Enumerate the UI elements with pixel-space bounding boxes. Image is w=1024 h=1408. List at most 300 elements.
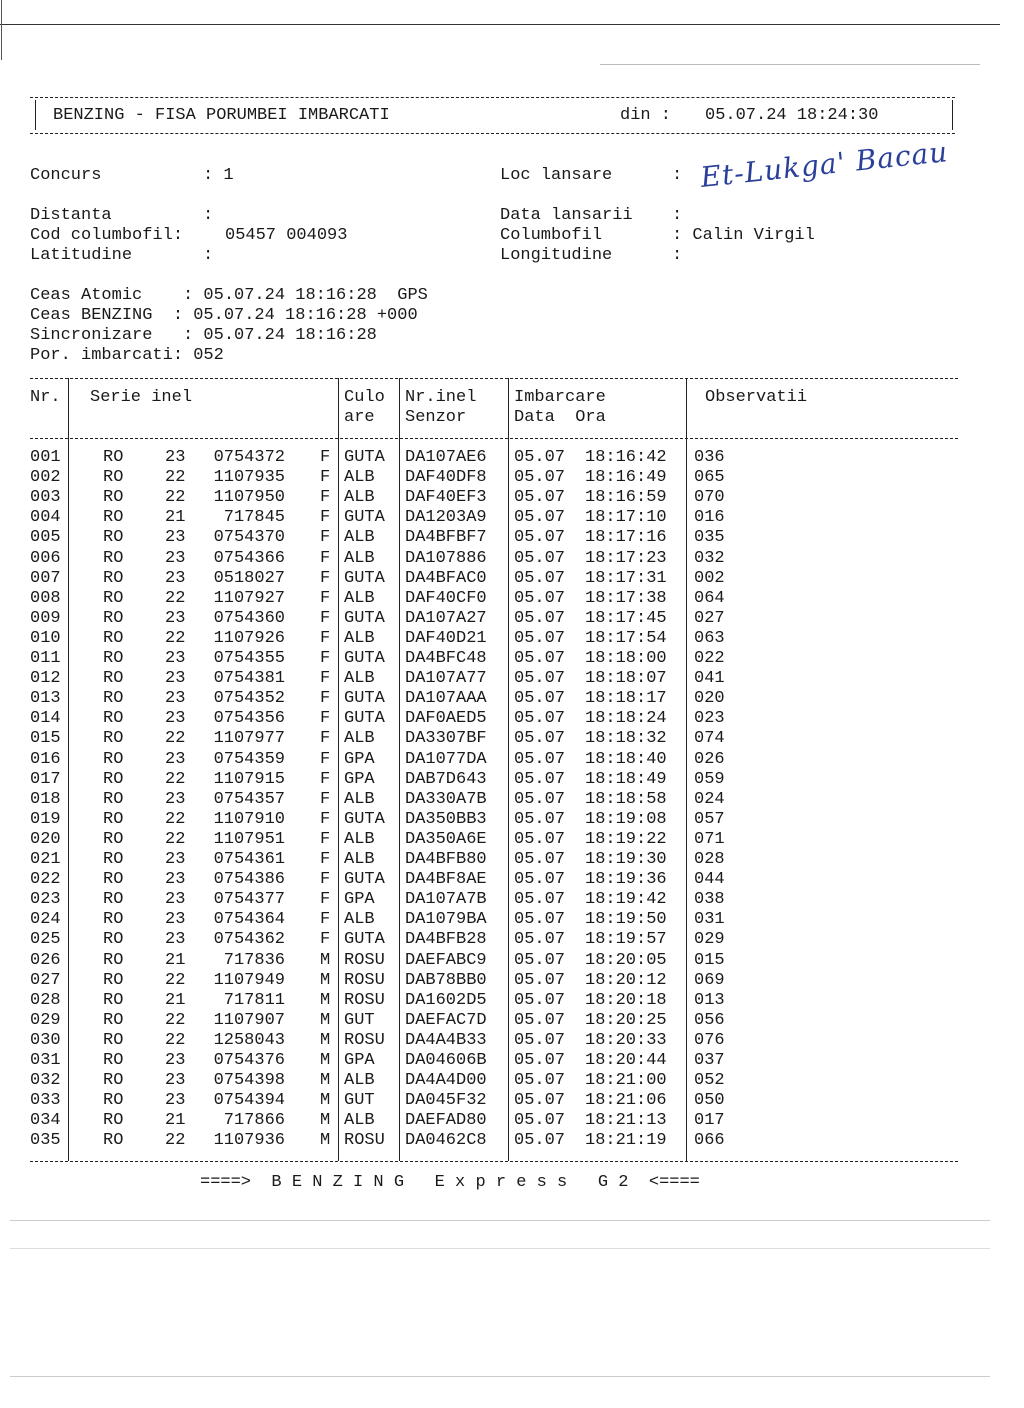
- cell-ring: 0754364: [213, 910, 285, 930]
- cell-sex: F: [320, 608, 331, 628]
- cell-obs: 056: [694, 1010, 725, 1030]
- cell-sex: F: [320, 870, 331, 890]
- cell-year: 23: [165, 608, 186, 628]
- cell-nr: 022: [30, 870, 61, 890]
- cell-time: 18:19:22: [585, 829, 667, 849]
- cell-time: 18:19:57: [585, 930, 667, 950]
- cell-sex: F: [320, 910, 331, 930]
- cell-obs: 070: [694, 488, 725, 508]
- table-row: [0, 649, 960, 669]
- cell-color: ALB: [344, 1071, 375, 1091]
- cell-color: GUT: [344, 1091, 375, 1111]
- ceas-benzing: Ceas BENZING : 05.07.24 18:16:28 +000: [30, 306, 418, 325]
- cell-country: RO: [103, 950, 124, 970]
- distanta-value: :: [203, 206, 214, 225]
- cell-nr: 004: [30, 508, 61, 528]
- cell-date: 05.07: [514, 608, 566, 628]
- cell-country: RO: [103, 970, 124, 990]
- cell-date: 05.07: [514, 1010, 566, 1030]
- cell-year: 23: [165, 930, 186, 950]
- columbofil-value: : Calin Virgil: [672, 226, 815, 245]
- cell-sex: F: [320, 729, 331, 749]
- cell-country: RO: [103, 870, 124, 890]
- cell-sex: M: [320, 1030, 331, 1050]
- cell-time: 18:19:30: [585, 850, 667, 869]
- cell-time: 18:19:50: [585, 910, 667, 930]
- cell-obs: 074: [694, 729, 725, 749]
- header-right-bar: [952, 100, 953, 130]
- cell-obs: 032: [694, 548, 725, 568]
- cell-year: 22: [165, 488, 186, 508]
- cell-country: RO: [103, 930, 124, 950]
- cell-sensor: DA350A6E: [405, 829, 487, 849]
- cell-ring: 1107910: [213, 809, 285, 829]
- cell-year: 22: [165, 829, 186, 849]
- loc-lansare-label: Loc lansare: [500, 166, 613, 185]
- header-culoare-1: Culo: [344, 388, 385, 407]
- cell-nr: 012: [30, 669, 61, 689]
- cell-date: 05.07: [514, 468, 566, 488]
- cell-country: RO: [103, 508, 124, 528]
- cell-time: 18:19:36: [585, 870, 667, 890]
- cell-nr: 029: [30, 1010, 61, 1030]
- cell-time: 18:21:19: [585, 1131, 667, 1151]
- cell-date: 05.07: [514, 809, 566, 829]
- cell-color: GUTA: [344, 709, 385, 729]
- cell-color: GPA: [344, 1051, 375, 1070]
- latitudine-value: :: [203, 246, 214, 265]
- cell-time: 18:20:05: [585, 950, 667, 970]
- cell-sensor: DA3307BF: [405, 729, 487, 749]
- table-row: [0, 468, 960, 488]
- cell-sensor: DA1602D5: [405, 990, 487, 1010]
- cell-obs: 026: [694, 749, 725, 769]
- cell-obs: 044: [694, 870, 725, 890]
- cell-obs: 063: [694, 628, 725, 648]
- cell-time: 18:17:10: [585, 508, 667, 528]
- cell-country: RO: [103, 890, 124, 910]
- cell-obs: 036: [694, 448, 725, 467]
- cell-ring: 0518027: [213, 568, 285, 588]
- table-row: [0, 729, 960, 749]
- cell-sex: F: [320, 488, 331, 508]
- cell-country: RO: [103, 990, 124, 1010]
- cell-year: 21: [165, 1111, 186, 1131]
- cell-country: RO: [103, 488, 124, 508]
- cell-sensor: DA107A27: [405, 608, 487, 628]
- cell-time: 18:18:40: [585, 749, 667, 769]
- cell-nr: 013: [30, 689, 61, 709]
- cell-sex: F: [320, 669, 331, 689]
- cell-ring: 1107927: [213, 588, 285, 608]
- cell-sex: F: [320, 890, 331, 910]
- header-imbarcare-1: Imbarcare: [514, 388, 606, 407]
- cell-year: 23: [165, 890, 186, 910]
- table-row: [0, 689, 960, 709]
- cell-color: ROSU: [344, 950, 385, 970]
- cell-obs: 016: [694, 508, 725, 528]
- cell-time: 18:20:25: [585, 1010, 667, 1030]
- cell-color: ALB: [344, 528, 375, 548]
- cell-country: RO: [103, 1131, 124, 1151]
- scan-artifact: [600, 64, 980, 65]
- table-row: [0, 488, 960, 508]
- cell-ring: 0754360: [213, 608, 285, 628]
- cell-ring: 0754366: [213, 548, 285, 568]
- cell-year: 23: [165, 749, 186, 769]
- table-top-rule: [30, 378, 958, 379]
- por-imbarcati: Por. imbarcati: 052: [30, 346, 224, 365]
- cell-sensor: DA045F32: [405, 1091, 487, 1111]
- cell-time: 18:20:18: [585, 990, 667, 1010]
- cell-country: RO: [103, 1071, 124, 1091]
- table-row: [0, 1031, 960, 1051]
- cell-date: 05.07: [514, 628, 566, 648]
- cell-obs: 028: [694, 850, 725, 869]
- cell-date: 05.07: [514, 729, 566, 749]
- table-row: [0, 448, 960, 468]
- cell-nr: 003: [30, 488, 61, 508]
- cell-time: 18:17:45: [585, 608, 667, 628]
- cell-sensor: DA1079BA: [405, 910, 487, 930]
- table-row: [0, 1111, 960, 1131]
- header-culoare-2: are: [344, 408, 375, 427]
- table-bottom-rule: [30, 1161, 958, 1162]
- table-row: [0, 810, 960, 830]
- cell-sensor: DA107AAA: [405, 689, 487, 709]
- cell-year: 23: [165, 709, 186, 729]
- cell-sensor: DA4A4D00: [405, 1071, 487, 1091]
- cell-country: RO: [103, 709, 124, 729]
- cell-ring: 0754377: [213, 890, 285, 910]
- cell-nr: 024: [30, 910, 61, 930]
- cell-nr: 005: [30, 528, 61, 548]
- cell-country: RO: [103, 689, 124, 709]
- header-imbarcare-2: Data Ora: [514, 408, 606, 427]
- cell-date: 05.07: [514, 829, 566, 849]
- cell-country: RO: [103, 669, 124, 689]
- cell-year: 23: [165, 528, 186, 548]
- cell-year: 22: [165, 769, 186, 789]
- table-row: [0, 549, 960, 569]
- cell-color: ROSU: [344, 1030, 385, 1050]
- cell-date: 05.07: [514, 950, 566, 970]
- cell-year: 22: [165, 588, 186, 608]
- cell-year: 23: [165, 649, 186, 668]
- footer-banner: ====> B E N Z I N G E x p r e s s G 2 <====: [200, 1173, 700, 1192]
- cell-year: 22: [165, 1030, 186, 1050]
- cell-sex: F: [320, 809, 331, 829]
- table-row: [0, 589, 960, 609]
- cell-sensor: DAF40D21: [405, 628, 487, 648]
- cell-time: 18:18:58: [585, 789, 667, 809]
- cell-ring: 717836: [223, 950, 285, 970]
- cell-color: GUTA: [344, 689, 385, 709]
- cell-country: RO: [103, 1091, 124, 1111]
- cell-ring: 0754370: [213, 528, 285, 548]
- cell-year: 23: [165, 689, 186, 709]
- cell-sex: F: [320, 709, 331, 729]
- cell-sex: F: [320, 548, 331, 568]
- longitudine-label: Longitudine: [500, 246, 613, 265]
- table-row: [0, 1011, 960, 1031]
- cell-sex: F: [320, 649, 331, 668]
- cell-date: 05.07: [514, 990, 566, 1010]
- cell-ring: 0754357: [213, 789, 285, 809]
- cell-time: 18:19:42: [585, 890, 667, 910]
- cell-nr: 009: [30, 608, 61, 628]
- cell-ring: 0754372: [213, 448, 285, 467]
- distanta-label: Distanta: [30, 206, 112, 225]
- cell-sex: F: [320, 689, 331, 709]
- cell-nr: 025: [30, 930, 61, 950]
- cell-sex: F: [320, 850, 331, 869]
- cell-year: 23: [165, 850, 186, 869]
- table-row: [0, 930, 960, 950]
- cell-sensor: DA4BF8AE: [405, 870, 487, 890]
- cell-obs: 071: [694, 829, 725, 849]
- cell-date: 05.07: [514, 769, 566, 789]
- cell-time: 18:21:00: [585, 1071, 667, 1091]
- cell-ring: 1258043: [213, 1030, 285, 1050]
- cell-nr: 035: [30, 1131, 61, 1151]
- cell-obs: 059: [694, 769, 725, 789]
- cell-color: GPA: [344, 890, 375, 910]
- cell-sex: F: [320, 588, 331, 608]
- cell-country: RO: [103, 1030, 124, 1050]
- cell-ring: 0754386: [213, 870, 285, 890]
- cell-country: RO: [103, 568, 124, 588]
- page-left-border: [1, 0, 2, 60]
- cell-sex: M: [320, 1091, 331, 1111]
- cell-sensor: DA0462C8: [405, 1131, 487, 1151]
- cell-color: ALB: [344, 829, 375, 849]
- cell-nr: 031: [30, 1051, 61, 1070]
- cell-nr: 030: [30, 1030, 61, 1050]
- cell-obs: 064: [694, 588, 725, 608]
- table-row: [0, 508, 960, 528]
- cell-sex: M: [320, 950, 331, 970]
- cell-ring: 717845: [223, 508, 285, 528]
- cell-date: 05.07: [514, 689, 566, 709]
- cell-obs: 031: [694, 910, 725, 930]
- cell-ring: 0754398: [213, 1071, 285, 1091]
- cell-year: 23: [165, 1091, 186, 1111]
- header-top-rule: [30, 97, 955, 98]
- cell-time: 18:20:33: [585, 1030, 667, 1050]
- cell-ring: 1107949: [213, 970, 285, 990]
- cell-date: 05.07: [514, 508, 566, 528]
- cell-date: 05.07: [514, 890, 566, 910]
- cell-sex: M: [320, 1131, 331, 1151]
- cell-sensor: DAB78BB0: [405, 970, 487, 990]
- cell-sensor: DAEFABC9: [405, 950, 487, 970]
- cell-ring: 717811: [223, 990, 285, 1010]
- cell-sex: M: [320, 990, 331, 1010]
- cell-date: 05.07: [514, 548, 566, 568]
- cell-nr: 032: [30, 1071, 61, 1091]
- cell-year: 22: [165, 809, 186, 829]
- din-label: din :: [620, 106, 672, 125]
- cell-date: 05.07: [514, 528, 566, 548]
- cell-sensor: DAB7D643: [405, 769, 487, 789]
- cell-obs: 057: [694, 809, 725, 829]
- cell-year: 23: [165, 789, 186, 809]
- header-left-bar: [35, 100, 36, 130]
- cell-date: 05.07: [514, 789, 566, 809]
- cell-time: 18:19:08: [585, 809, 667, 829]
- cell-country: RO: [103, 910, 124, 930]
- cell-obs: 015: [694, 950, 725, 970]
- cell-ring: 1107950: [213, 488, 285, 508]
- cell-sensor: DA4BFBF7: [405, 528, 487, 548]
- cell-ring: 0754356: [213, 709, 285, 729]
- cell-time: 18:18:24: [585, 709, 667, 729]
- cell-ring: 0754352: [213, 689, 285, 709]
- cell-date: 05.07: [514, 930, 566, 950]
- cell-nr: 019: [30, 809, 61, 829]
- cell-sex: F: [320, 468, 331, 488]
- cell-color: GUTA: [344, 448, 385, 467]
- cell-color: ALB: [344, 548, 375, 568]
- cell-obs: 052: [694, 1071, 725, 1091]
- cell-sensor: DA4A4B33: [405, 1030, 487, 1050]
- cell-year: 22: [165, 468, 186, 488]
- cell-country: RO: [103, 1051, 124, 1070]
- cell-ring: 1107907: [213, 1010, 285, 1030]
- cell-nr: 018: [30, 789, 61, 809]
- sincronizare: Sincronizare : 05.07.24 18:16:28: [30, 326, 377, 345]
- cell-obs: 076: [694, 1030, 725, 1050]
- cell-year: 23: [165, 910, 186, 930]
- cell-year: 23: [165, 548, 186, 568]
- cell-color: ALB: [344, 1111, 375, 1131]
- scan-artifact: [10, 1248, 990, 1249]
- cell-year: 23: [165, 448, 186, 467]
- data-lansarii-sep: :: [672, 206, 683, 225]
- cell-sensor: DA4BFB80: [405, 850, 487, 869]
- table-row: [0, 528, 960, 548]
- cod-columbofil-label: Cod columbofil:: [30, 226, 184, 245]
- cell-date: 05.07: [514, 749, 566, 769]
- cell-color: ALB: [344, 669, 375, 689]
- cell-country: RO: [103, 829, 124, 849]
- cell-sensor: DA4BFB28: [405, 930, 487, 950]
- cell-date: 05.07: [514, 850, 566, 869]
- cell-nr: 021: [30, 850, 61, 869]
- table-row: [0, 629, 960, 649]
- cell-obs: 017: [694, 1111, 725, 1131]
- cell-year: 21: [165, 990, 186, 1010]
- cell-sex: F: [320, 448, 331, 467]
- cell-year: 23: [165, 568, 186, 588]
- cell-sex: M: [320, 1051, 331, 1070]
- table-row: [0, 770, 960, 790]
- cell-obs: 002: [694, 568, 725, 588]
- cell-sex: F: [320, 749, 331, 769]
- cell-time: 18:16:42: [585, 448, 667, 467]
- cell-time: 18:17:54: [585, 628, 667, 648]
- table-row: [0, 790, 960, 810]
- cell-date: 05.07: [514, 669, 566, 689]
- cell-time: 18:18:00: [585, 649, 667, 668]
- cell-nr: 015: [30, 729, 61, 749]
- cell-date: 05.07: [514, 649, 566, 668]
- cell-color: ROSU: [344, 990, 385, 1010]
- cell-time: 18:21:06: [585, 1091, 667, 1111]
- cell-color: GUT: [344, 1010, 375, 1030]
- cell-sensor: DAF40CF0: [405, 588, 487, 608]
- table-row: [0, 850, 960, 870]
- cell-year: 23: [165, 1051, 186, 1070]
- cell-date: 05.07: [514, 870, 566, 890]
- table-row: [0, 890, 960, 910]
- cell-date: 05.07: [514, 1091, 566, 1111]
- cell-color: GPA: [344, 769, 375, 789]
- cell-nr: 020: [30, 829, 61, 849]
- cell-date: 05.07: [514, 1111, 566, 1131]
- header-observatii: Observatii: [705, 388, 808, 407]
- cell-ring: 1107936: [213, 1131, 285, 1151]
- cell-color: GUTA: [344, 649, 385, 668]
- cell-color: ALB: [344, 588, 375, 608]
- cell-ring: 0754394: [213, 1091, 285, 1111]
- cell-obs: 027: [694, 608, 725, 628]
- cell-date: 05.07: [514, 568, 566, 588]
- cell-time: 18:17:23: [585, 548, 667, 568]
- header-bottom-rule: [30, 133, 955, 134]
- cell-country: RO: [103, 729, 124, 749]
- table-row: [0, 910, 960, 930]
- cell-sex: F: [320, 508, 331, 528]
- cell-color: ALB: [344, 729, 375, 749]
- cell-country: RO: [103, 548, 124, 568]
- cell-nr: 017: [30, 769, 61, 789]
- cell-ring: 717866: [223, 1111, 285, 1131]
- cell-year: 23: [165, 669, 186, 689]
- cell-sensor: DA04606B: [405, 1051, 487, 1070]
- cell-nr: 033: [30, 1091, 61, 1111]
- cell-time: 18:18:32: [585, 729, 667, 749]
- cell-date: 05.07: [514, 588, 566, 608]
- cell-sex: F: [320, 769, 331, 789]
- table-row: [0, 870, 960, 890]
- cell-color: ALB: [344, 468, 375, 488]
- table-row: [0, 709, 960, 729]
- cell-country: RO: [103, 608, 124, 628]
- cell-country: RO: [103, 789, 124, 809]
- cell-sensor: DA107886: [405, 548, 487, 568]
- cell-time: 18:21:13: [585, 1111, 667, 1131]
- cell-time: 18:20:12: [585, 970, 667, 990]
- table-row: [0, 991, 960, 1011]
- cell-color: ALB: [344, 488, 375, 508]
- cell-time: 18:17:31: [585, 568, 667, 588]
- cell-obs: 041: [694, 669, 725, 689]
- cell-sensor: DAF40EF3: [405, 488, 487, 508]
- cell-ring: 0754362: [213, 930, 285, 950]
- cell-sex: M: [320, 1071, 331, 1091]
- cell-color: GUTA: [344, 870, 385, 890]
- cell-sensor: DA1203A9: [405, 508, 487, 528]
- cell-obs: 038: [694, 890, 725, 910]
- cell-date: 05.07: [514, 1071, 566, 1091]
- cell-country: RO: [103, 850, 124, 869]
- cell-nr: 006: [30, 548, 61, 568]
- cell-country: RO: [103, 649, 124, 668]
- cell-year: 23: [165, 1071, 186, 1091]
- cell-year: 22: [165, 1010, 186, 1030]
